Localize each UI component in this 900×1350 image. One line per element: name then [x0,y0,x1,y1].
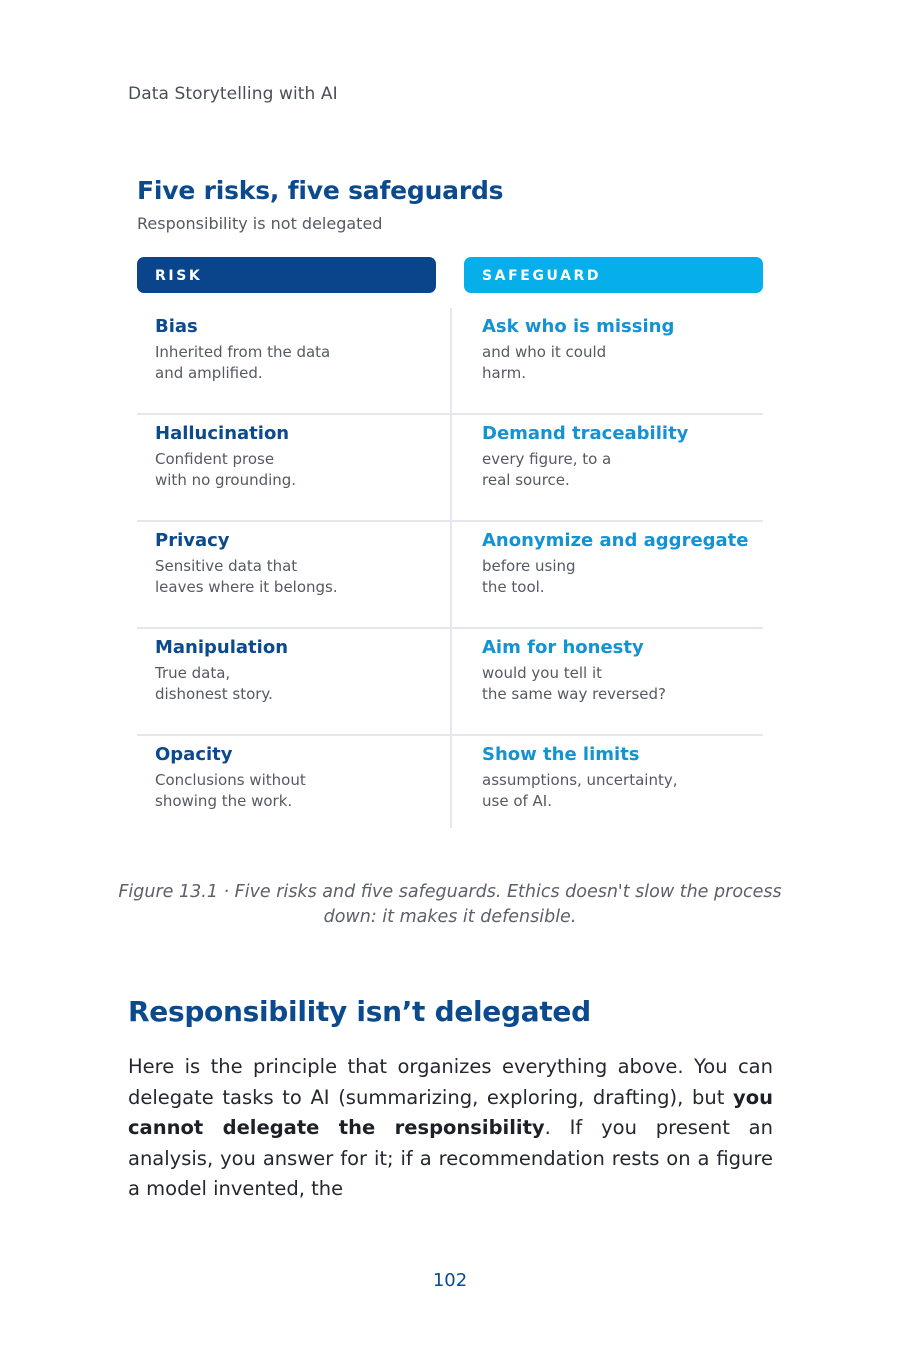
risk-description: Sensitive data that leaves where it belongs. [155,557,338,596]
paragraph-emphasis: you cannot delegate the responsibility [128,1085,773,1139]
safeguard-title: Ask who is missing [482,316,675,337]
body-paragraph [128,1052,773,1205]
running-header: Data Storytelling with AI [128,84,338,104]
safeguard-title: Demand traceability [482,423,689,444]
safeguard-cell [482,315,752,384]
paragraph-text: Here is the principle that organizes everything above. You can delegate tasks to AI (summarizing, exploring, drafting), but [128,1055,773,1109]
safeguard-cell [482,529,752,598]
safeguard-title: Show the limits [482,744,640,765]
risk-title: Manipulation [155,637,289,658]
risk-description: Confident prose with no grounding. [155,450,297,489]
safeguard-column-header: SAFEGUARD [464,257,763,293]
risk-cell [155,636,435,705]
safeguard-title: Aim for honesty [482,637,644,658]
safeguard-description: would you tell it the same way reversed? [482,664,666,703]
risk-safeguard-table [137,308,763,828]
risk-cell [155,315,435,384]
safeguard-description: before using the tool. [482,557,576,596]
safeguard-title: Anonymize and aggregate [482,530,749,551]
risk-column-header: RISK [137,257,436,293]
risk-cell [155,743,435,812]
page-number: 102 [432,1270,468,1291]
risk-title: Opacity [155,744,233,765]
risk-title: Bias [155,316,198,337]
risk-cell [155,422,435,491]
table-row [137,522,763,629]
section-heading: Responsibility isn’t delegated [128,995,591,1028]
safeguard-description: assumptions, uncertainty, use of AI. [482,771,678,810]
table-row [137,629,763,736]
figure-subtitle: Responsibility is not delegated [137,214,383,233]
table-row [137,308,763,415]
table-row [137,415,763,522]
figure-title: Five risks, five safeguards [137,176,504,205]
safeguard-cell [482,743,752,812]
safeguard-description: every figure, to a real source. [482,450,612,489]
safeguard-cell [482,422,752,491]
paragraph-text: . If you present an analysis, you answer for it; if a recommendation rests on a figure a model invented, the [128,1116,773,1200]
risk-description: Inherited from the data and amplified. [155,343,331,382]
figure-caption: Figure 13.1 · Five risks and five safeguards. Ethics doesn't slow the process down: it makes it defensible. [118,882,782,927]
risk-description: Conclusions without showing the work. [155,771,306,810]
risk-title: Privacy [155,530,230,551]
risk-description: True data, dishonest story. [155,664,273,703]
safeguard-cell [482,636,752,705]
safeguard-description: and who it could harm. [482,343,607,382]
risk-title: Hallucination [155,423,290,444]
risk-cell [155,529,435,598]
table-row [137,736,763,828]
